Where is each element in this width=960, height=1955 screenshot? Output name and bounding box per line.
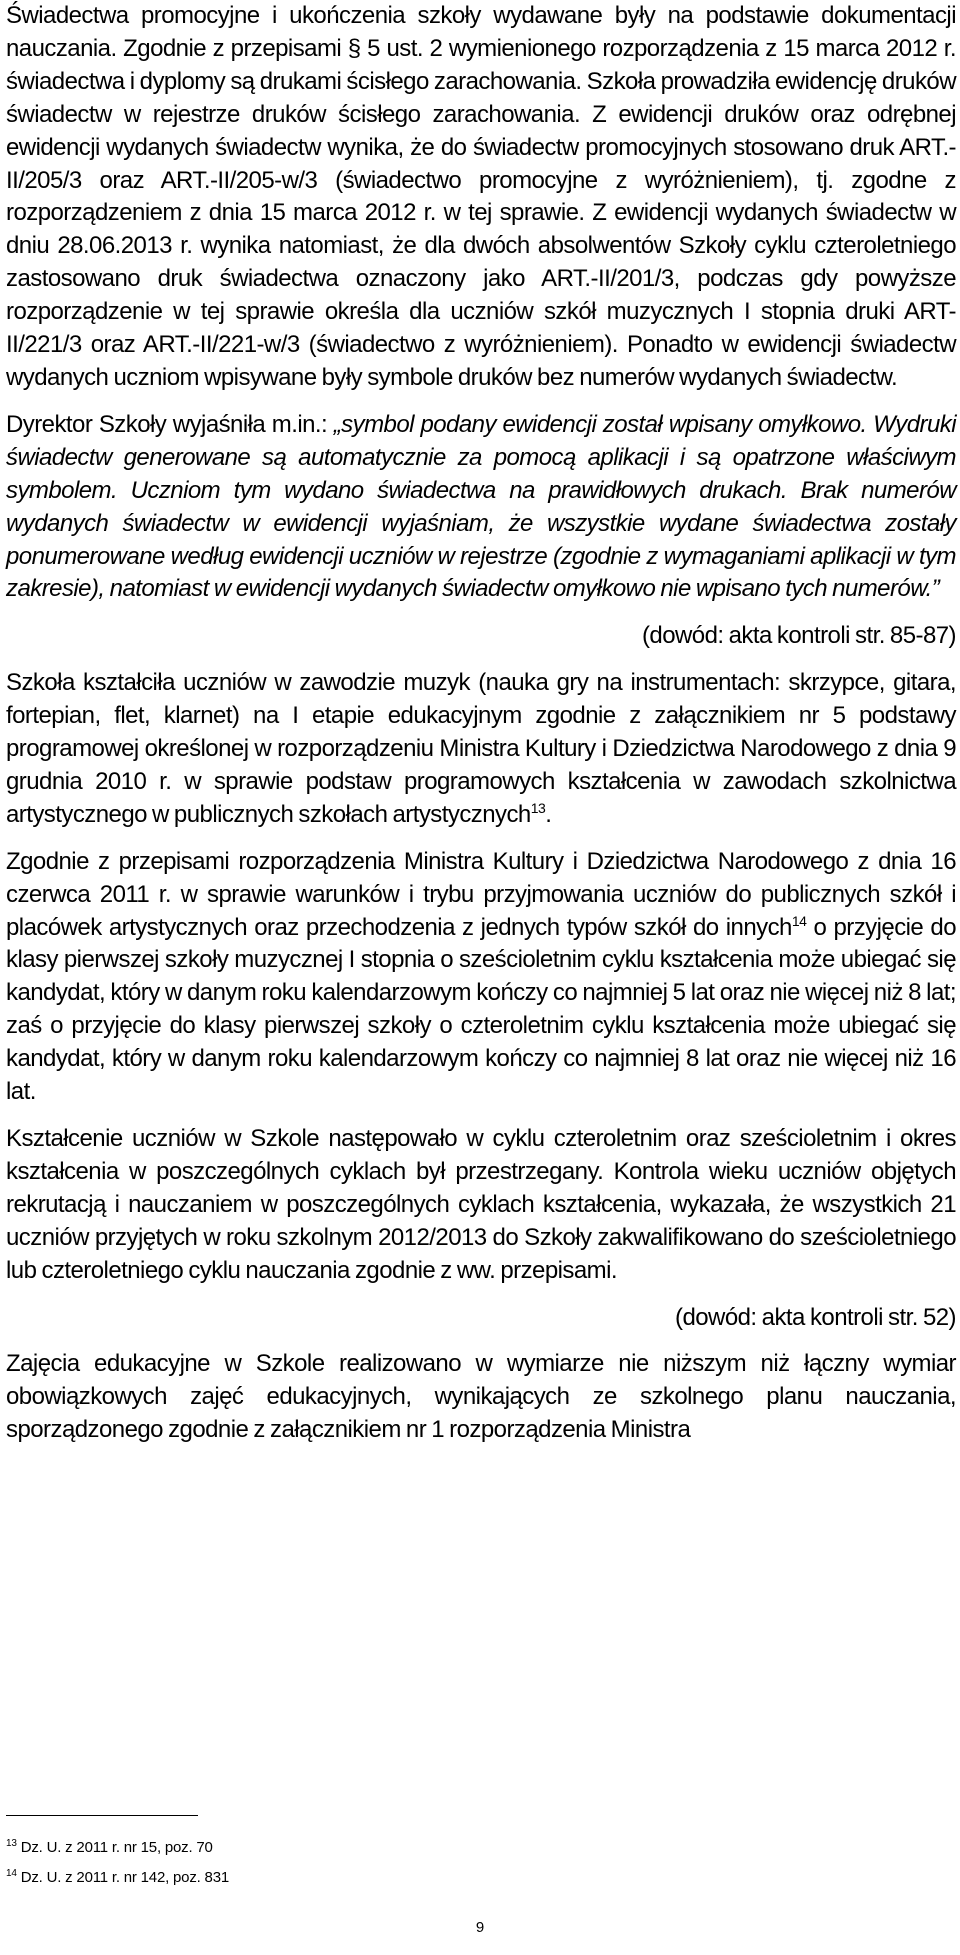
paragraph-text: Zajęcia edukacyjne w Szkole realizowano w wymiarze nie niższym niż łączny wymiar obowiązkowych zajęć edukacyjnych, wynikających ze szkolnego planu nauczania, sporządzonego zgodnie z załącznikiem nr 1 rozporządzenia Ministra xyxy=(6,1350,956,1444)
footnote-ref: 13 xyxy=(530,799,546,816)
footnote xyxy=(6,1868,229,1888)
footnote-number: 14 xyxy=(6,1868,17,1879)
paragraph-text: Zgodnie z przepisami rozporządzenia Ministra Kultury i Dziedzictwa Narodowego z dnia 16 czerwca 2011 r. w sprawie warunków i trybu przyjmowania uczniów do publicznych szkół i placówek artystycznych oraz przechodzenia z jednych typów szkół do innych xyxy=(6,847,956,941)
paragraph-education-cycles xyxy=(6,1123,956,1288)
footnote-ref: 14 xyxy=(791,912,807,929)
paragraph-director-explanation xyxy=(6,409,956,606)
evidence-reference xyxy=(6,1302,956,1335)
paragraph-text: . xyxy=(545,800,552,828)
footnote-number: 13 xyxy=(6,1838,17,1849)
page-number: 9 xyxy=(475,1919,485,1936)
footnote-text: Dz. U. z 2011 r. nr 142, poz. 831 xyxy=(20,1869,229,1886)
evidence-reference xyxy=(6,620,956,653)
paragraph-certificates-register xyxy=(6,0,956,395)
footnote-text: Dz. U. z 2011 r. nr 15, poz. 70 xyxy=(20,1839,213,1856)
paragraph-text: o przyjęcie do klasy pierwszej szkoły muzycznej I stopnia o sześcioletnim cyklu kształcenia może ubiegać się kandydat, który w danym roku kalendarzowym kończy co najmniej 5 lat oraz nie więcej niż 8 lat; zaś o przyjęcie do klasy pierwszej szkoły o czteroletnim cyklu kształcenia może ubiegać się kandydat, który w danym roku kalendarzowym kończy co najmniej 8 lat oraz nie więcej niż 16 lat. xyxy=(6,913,957,1106)
evidence-text: (dowód: akta kontroli str. 85-87) xyxy=(641,622,956,650)
paragraph-text: Szkoła kształciła uczniów w zawodzie muzyk (nauka gry na instrumentach: skrzypce, gitara, fortepian, flet, klarnet) na I etapie edukacyjnym zgodnie z załącznikiem nr 5 podstawy programowej określonej w rozporządzeniu Ministra Kultury i Dziedzictwa Narodowego z dnia 9 grudnia 2010 r. w sprawie podstaw programowych kształcenia w zawodach szkolnictwa artystycznego w publicznych szkołach artystycznych xyxy=(6,669,956,828)
paragraph-text: Kształcenie uczniów w Szkole następowało w cyklu czteroletnim oraz sześcioletnim i okres kształcenia w poszczególnych cyklach był przestrzegany. Kontrola wieku uczniów objętych rekrutacją i nauczaniem w poszczególnych cyklach kształcenia, wykazała, że wszystkich 21 uczniów przyjętych w roku szkolnym 2012/2013 do Szkoły zakwalifikowano do sześcioletniego lub czteroletniego cyklu nauczania zgodnie z ww. przepisami. xyxy=(6,1125,956,1284)
quoted-explanation: „symbol podany ewidencji został wpisany omyłkowo. Wydruki świadectw generowane są automatycznie za pomocą aplikacji i są opatrzone właściwym symbolem. Uczniom tym wydano świadectwa na prawidłowych drukach. Brak numerów wydanych świadectw w ewidencji wyjaśniam, że wszystkie wydane świadectwa zostały ponumerowane według ewidencji uczniów w rejestrze (zgodnie z wymaganiami aplikacji w tym zakresie), natomiast w ewidencji wydanych świadectw omyłkowo nie wpisano tych numerów.” xyxy=(6,410,956,603)
paragraph-classes-scope xyxy=(6,1348,956,1447)
paragraph-music-education xyxy=(6,667,956,832)
footnote-separator xyxy=(6,1815,198,1816)
paragraph-text: Świadectwa promocyjne i ukończenia szkoły wydawane były na podstawie dokumentacji nauczania. Zgodnie z przepisami § 5 ust. 2 wymienionego rozporządzenia z 15 marca 2012 r. świadectwa i dyplomy są drukami ścisłego zarachowania. Szkoła prowadziła ewidencję druków świadectw w rejestrze druków ścisłego zarachowania. Z ewidencji druków oraz odrębnej ewidencji wydanych świadectw wynika, że do świadectw promocyjnych stosowano druk ART.-II/205/3 oraz ART.-II/205-w/3 (świadectwo promocyjne z wyróżnieniem), tj. zgodne z rozporządzeniem z dnia 15 marca 2012 r. w tej sprawie. Z ewidencji wydanych świadectw w dniu 28.06.2013 r. wynika natomiast, że dla dwóch absolwentów Szkoły cyklu czteroletniego zastosowano druk świadectwa oznaczony jako ART.-II/201/3, podczas gdy powyższe rozporządzenie w tej sprawie określa dla uczniów szkół muzycznych I stopnia druki ART-II/221/3 oraz ART.-II/221-w/3 (świadectwo z wyróżnieniem). Ponadto w ewidencji świadectw wydanych uczniom wpisywane były symbole druków bez numerów wydanych świadectw. xyxy=(6,2,956,391)
body-text xyxy=(6,0,956,1447)
footnote xyxy=(6,1838,213,1858)
evidence-text: (dowód: akta kontroli str. 52) xyxy=(675,1303,956,1331)
paragraph-admission-rules xyxy=(6,846,956,1109)
paragraph-text: Dyrektor Szkoły wyjaśniła m.in.: xyxy=(6,410,334,438)
